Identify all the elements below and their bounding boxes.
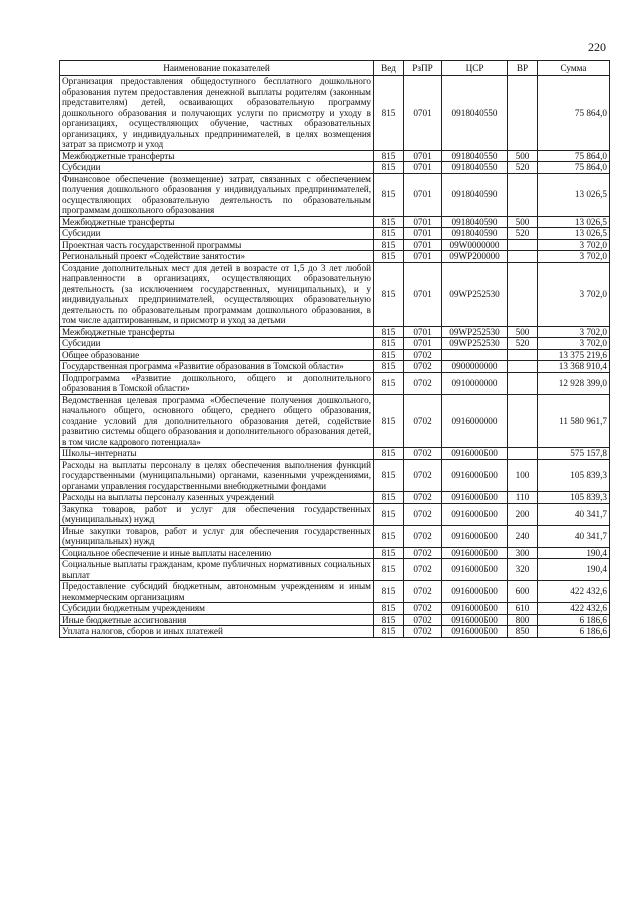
row-ved: 815 — [374, 162, 404, 174]
row-rzpr: 0702 — [404, 459, 442, 492]
row-csr: 0916000Б00 — [442, 626, 508, 638]
header-name: Наименование показателей — [60, 61, 374, 76]
row-vr: 520 — [508, 338, 538, 350]
row-ved: 815 — [374, 76, 404, 151]
row-ved: 815 — [374, 448, 404, 460]
row-name: Иные закупки товаров, работ и услуг для обеспечения государственных (муниципальных) нужд — [60, 525, 374, 547]
table-row — [60, 459, 610, 492]
row-sum: 75 864,0 — [538, 150, 610, 162]
row-vr — [508, 173, 538, 216]
row-sum: 105 839,3 — [538, 459, 610, 492]
row-sum: 40 341,7 — [538, 503, 610, 525]
row-rzpr: 0702 — [404, 394, 442, 448]
table-row — [60, 372, 610, 394]
row-csr: 0916000Б00 — [442, 603, 508, 615]
table-row — [60, 349, 610, 361]
row-name: Субсидии бюджетным учреждениям — [60, 603, 374, 615]
row-csr: 0916000Б00 — [442, 448, 508, 460]
row-vr: 610 — [508, 603, 538, 615]
row-vr — [508, 361, 538, 373]
row-rzpr: 0701 — [404, 338, 442, 350]
row-sum: 75 864,0 — [538, 162, 610, 174]
table-row — [60, 228, 610, 240]
row-name: Субсидии — [60, 228, 374, 240]
row-vr: 500 — [508, 326, 538, 338]
row-csr: 0918040590 — [442, 216, 508, 228]
row-name: Межбюджетные трансферты — [60, 326, 374, 338]
row-vr: 500 — [508, 216, 538, 228]
row-rzpr: 0701 — [404, 216, 442, 228]
row-csr: 0916000Б00 — [442, 525, 508, 547]
row-name: Расходы на выплаты персоналу в целях обеспечения выполнения функций государственными (муниципальными) органами, казенными учреждениями, органами управления государственными внебюджетными фондами — [60, 459, 374, 492]
row-name: Общее образование — [60, 349, 374, 361]
row-sum: 3 702,0 — [538, 338, 610, 350]
row-ved: 815 — [374, 603, 404, 615]
row-ved: 815 — [374, 547, 404, 559]
row-rzpr: 0701 — [404, 162, 442, 174]
row-csr: 0918040590 — [442, 228, 508, 240]
row-vr: 500 — [508, 150, 538, 162]
row-ved: 815 — [374, 394, 404, 448]
row-csr: 0916000Б00 — [442, 503, 508, 525]
row-csr: 0916000000 — [442, 394, 508, 448]
table-row — [60, 150, 610, 162]
row-sum: 13 368 910,4 — [538, 361, 610, 373]
table-row — [60, 614, 610, 626]
row-name: Создание дополнительных мест для детей в возрасте от 1,5 до 3 лет любой направленности в организациях, осуществляющих образовательную деятельность (за исключением государственных, муниципальных), и у индивидуальных предпринимателей, осуществляющих образовательную деятельность по образовательным программам дошкольного образования, в том числе адаптированным, и присмотр и уход за детьми — [60, 262, 374, 326]
table-header-row — [60, 61, 610, 76]
row-name: Государственная программа «Развитие образования в Томской области» — [60, 361, 374, 373]
row-vr: 520 — [508, 228, 538, 240]
table-row — [60, 262, 610, 326]
row-ved: 815 — [374, 626, 404, 638]
header-sum: Сумма — [538, 61, 610, 76]
header-rzpr: РзПР — [404, 61, 442, 76]
row-rzpr: 0702 — [404, 448, 442, 460]
row-csr: 0916000Б00 — [442, 581, 508, 603]
table-row — [60, 492, 610, 504]
row-name: Ведомственная целевая программа «Обеспечение получения дошкольного, начального общего, основного общего, среднего общего образования, создание условий для дополнительного образования детей, содействие развитию системы общего образования и дополнительного образования детей, в том числе кадрового потенциала» — [60, 394, 374, 448]
row-vr: 800 — [508, 614, 538, 626]
row-sum: 3 702,0 — [538, 251, 610, 263]
row-ved: 815 — [374, 503, 404, 525]
row-csr: 0918040550 — [442, 76, 508, 151]
row-ved: 815 — [374, 459, 404, 492]
row-vr: 600 — [508, 581, 538, 603]
table-row — [60, 559, 610, 581]
row-sum: 13 375 219,6 — [538, 349, 610, 361]
table-row — [60, 251, 610, 263]
row-sum: 3 702,0 — [538, 262, 610, 326]
row-rzpr: 0701 — [404, 262, 442, 326]
row-name: Субсидии — [60, 338, 374, 350]
row-vr — [508, 394, 538, 448]
table-row — [60, 394, 610, 448]
row-name: Уплата налогов, сборов и иных платежей — [60, 626, 374, 638]
table-row — [60, 338, 610, 350]
row-vr: 110 — [508, 492, 538, 504]
row-vr — [508, 76, 538, 151]
row-name: Проектная часть государственной программы — [60, 239, 374, 251]
row-name: Межбюджетные трансферты — [60, 150, 374, 162]
row-rzpr: 0701 — [404, 76, 442, 151]
row-sum: 422 432,6 — [538, 603, 610, 615]
row-rzpr: 0701 — [404, 150, 442, 162]
row-sum: 11 580 961,7 — [538, 394, 610, 448]
row-rzpr: 0701 — [404, 228, 442, 240]
table-row — [60, 603, 610, 615]
row-rzpr: 0702 — [404, 372, 442, 394]
row-csr — [442, 349, 508, 361]
row-name: Социальные выплаты гражданам, кроме публичных нормативных социальных выплат — [60, 559, 374, 581]
row-ved: 815 — [374, 326, 404, 338]
row-csr: 0918040550 — [442, 150, 508, 162]
table-row — [60, 239, 610, 251]
row-rzpr: 0702 — [404, 492, 442, 504]
row-csr: 0916000Б00 — [442, 559, 508, 581]
row-ved: 815 — [374, 361, 404, 373]
row-rzpr: 0701 — [404, 251, 442, 263]
row-vr — [508, 448, 538, 460]
row-vr: 300 — [508, 547, 538, 559]
row-vr: 320 — [508, 559, 538, 581]
row-csr: 0916000Б00 — [442, 492, 508, 504]
row-ved: 815 — [374, 251, 404, 263]
row-name: Региональный проект «Содействие занятости» — [60, 251, 374, 263]
row-name: Межбюджетные трансферты — [60, 216, 374, 228]
row-sum: 6 186,6 — [538, 614, 610, 626]
row-rzpr: 0702 — [404, 603, 442, 615]
row-ved: 815 — [374, 228, 404, 240]
row-csr: 0918040550 — [442, 162, 508, 174]
row-vr: 200 — [508, 503, 538, 525]
row-sum: 3 702,0 — [538, 239, 610, 251]
row-vr: 100 — [508, 459, 538, 492]
row-rzpr: 0701 — [404, 326, 442, 338]
table-row — [60, 448, 610, 460]
row-ved: 815 — [374, 216, 404, 228]
row-sum: 105 839,3 — [538, 492, 610, 504]
row-sum: 12 928 399,0 — [538, 372, 610, 394]
row-name: Субсидии — [60, 162, 374, 174]
row-csr: 09W0000000 — [442, 239, 508, 251]
row-rzpr: 0701 — [404, 173, 442, 216]
row-vr: 520 — [508, 162, 538, 174]
row-ved: 815 — [374, 349, 404, 361]
row-ved: 815 — [374, 338, 404, 350]
row-name: Социальное обеспечение и иные выплаты населению — [60, 547, 374, 559]
row-vr — [508, 239, 538, 251]
row-ved: 815 — [374, 614, 404, 626]
row-csr: 0900000000 — [442, 361, 508, 373]
row-name: Финансовое обеспечение (возмещение) затрат, связанных с обеспечением получения дошкольного образования у индивидуальных предпринимателей, осуществляющих образовательную деятельность по образовательным программам дошкольного образования — [60, 173, 374, 216]
row-csr: 09WP252530 — [442, 262, 508, 326]
row-ved: 815 — [374, 492, 404, 504]
row-rzpr: 0702 — [404, 614, 442, 626]
row-sum: 6 186,6 — [538, 626, 610, 638]
table-row — [60, 76, 610, 151]
table-row — [60, 162, 610, 174]
row-name: Подпрограмма «Развитие дошкольного, общего и дополнительного образования в Томской области» — [60, 372, 374, 394]
row-rzpr: 0702 — [404, 349, 442, 361]
row-vr: 240 — [508, 525, 538, 547]
header-ved: Вед — [374, 61, 404, 76]
row-vr — [508, 349, 538, 361]
row-ved: 815 — [374, 525, 404, 547]
row-sum: 13 026,5 — [538, 228, 610, 240]
table-row — [60, 361, 610, 373]
row-rzpr: 0701 — [404, 239, 442, 251]
row-rzpr: 0702 — [404, 503, 442, 525]
row-csr: 0918040590 — [442, 173, 508, 216]
header-csr: ЦСР — [442, 61, 508, 76]
row-csr: 0910000000 — [442, 372, 508, 394]
row-csr: 09WP252530 — [442, 326, 508, 338]
budget-table — [59, 60, 610, 638]
row-rzpr: 0702 — [404, 525, 442, 547]
row-sum: 190,4 — [538, 559, 610, 581]
table-row — [60, 216, 610, 228]
row-rzpr: 0702 — [404, 361, 442, 373]
row-rzpr: 0702 — [404, 626, 442, 638]
row-ved: 815 — [374, 581, 404, 603]
row-csr: 0916000Б00 — [442, 547, 508, 559]
row-csr: 09WP252530 — [442, 338, 508, 350]
row-name: Закупка товаров, работ и услуг для обеспечения государственных (муниципальных) нужд — [60, 503, 374, 525]
row-vr — [508, 372, 538, 394]
table-row — [60, 326, 610, 338]
row-csr: 09WP200000 — [442, 251, 508, 263]
row-ved: 815 — [374, 150, 404, 162]
row-name: Предоставление субсидий бюджетным, автономным учреждениям и иным некоммерческим организациям — [60, 581, 374, 603]
table-row — [60, 525, 610, 547]
row-csr: 0916000Б00 — [442, 614, 508, 626]
row-vr — [508, 251, 538, 263]
row-csr: 0916000Б00 — [442, 459, 508, 492]
row-rzpr: 0702 — [404, 559, 442, 581]
row-sum: 40 341,7 — [538, 525, 610, 547]
row-ved: 815 — [374, 173, 404, 216]
row-sum: 13 026,5 — [538, 216, 610, 228]
row-name: Организация предоставления общедоступного бесплатного дошкольного образования путем предоставления денежной выплаты родителям (законным представителям) детей, осваивающих образовательную программу дошкольного образования и получающих услуги по присмотру и уходу в организациях, осуществляющих обучение, частных образовательных организациях, у индивидуальных предпринимателей, в целях возмещения затрат за присмотр и уход — [60, 76, 374, 151]
row-sum: 422 432,6 — [538, 581, 610, 603]
row-ved: 815 — [374, 559, 404, 581]
row-sum: 13 026,5 — [538, 173, 610, 216]
row-vr — [508, 262, 538, 326]
row-name: Расходы на выплаты персоналу казенных учреждений — [60, 492, 374, 504]
row-rzpr: 0702 — [404, 581, 442, 603]
table-row — [60, 503, 610, 525]
row-rzpr: 0702 — [404, 547, 442, 559]
header-vr: ВР — [508, 61, 538, 76]
row-sum: 3 702,0 — [538, 326, 610, 338]
row-name: Школы–интернаты — [60, 448, 374, 460]
row-name: Иные бюджетные ассигнования — [60, 614, 374, 626]
table-body — [60, 76, 610, 638]
table-row — [60, 626, 610, 638]
table-row — [60, 581, 610, 603]
page-number: 220 — [588, 40, 606, 54]
row-ved: 815 — [374, 262, 404, 326]
table-row — [60, 547, 610, 559]
row-sum: 575 157,8 — [538, 448, 610, 460]
table-row — [60, 173, 610, 216]
row-sum: 190,4 — [538, 547, 610, 559]
row-ved: 815 — [374, 239, 404, 251]
row-vr: 850 — [508, 626, 538, 638]
row-sum: 75 864,0 — [538, 76, 610, 151]
row-ved: 815 — [374, 372, 404, 394]
